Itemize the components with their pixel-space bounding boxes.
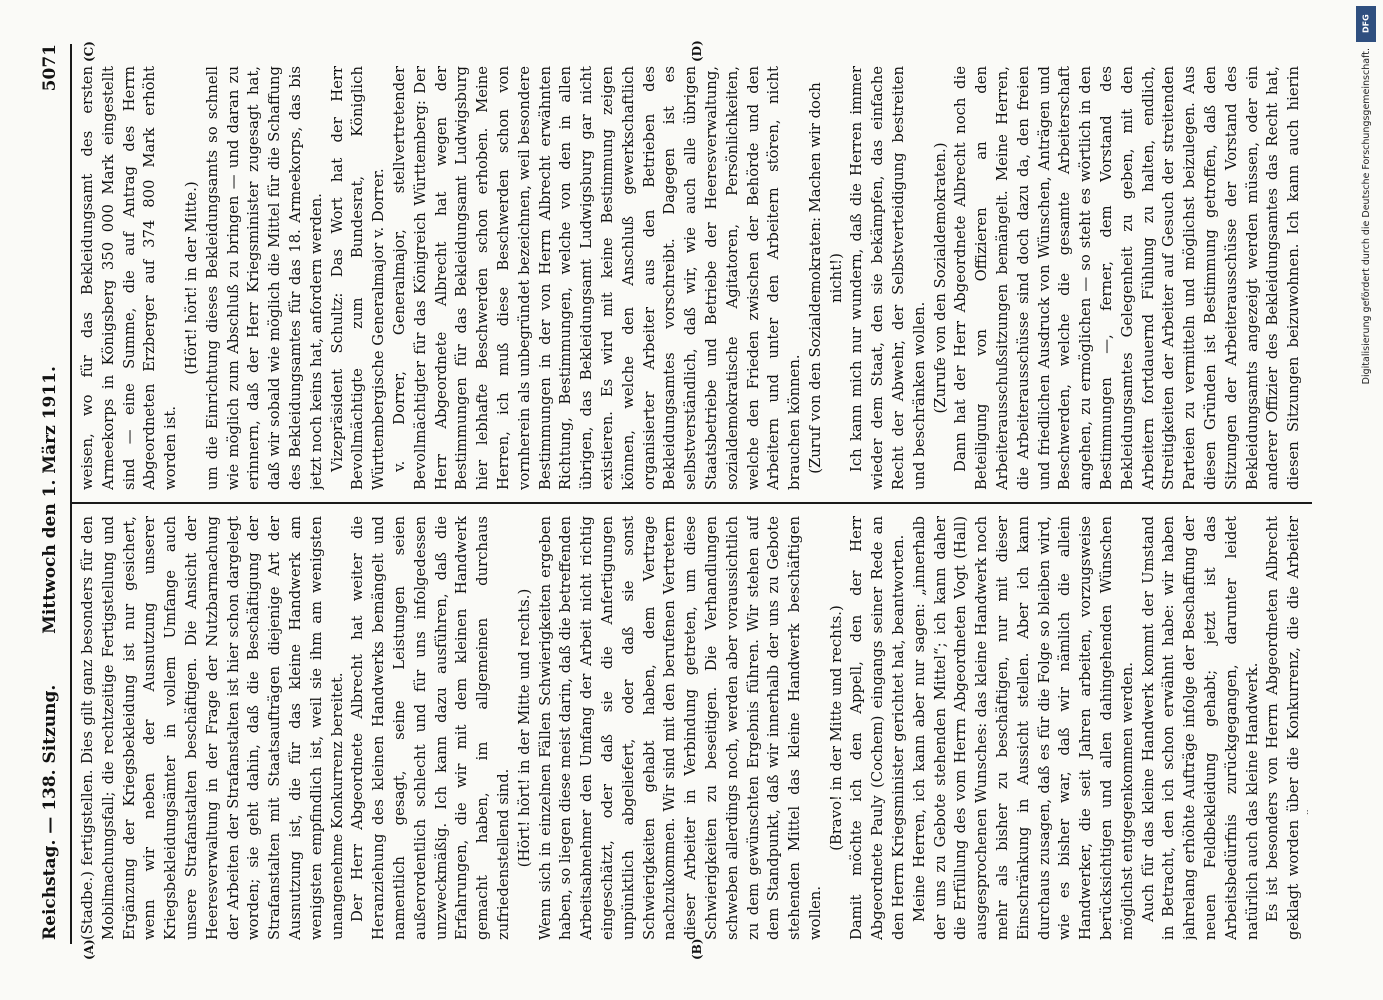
dfg-stamp-text: Digitalisierung gefördert durch die Deutsche Forschungsgemeinschaft.: [1360, 48, 1372, 385]
paragraph: Meine Herren, ich kann aber nur sagen: „innerhalb der uns zu Gebote stehenden Mittel“; ich kann daher die Erfüllung des vom Herrn Abgeordneten Vogt (Hall) ausgesprochenen Wunsches: das kleine Handwerk noch mehr als bisher zu beschäftigen, nur mit dieser Einschränkung in Aussicht stellen. Aber ich kann durchaus zusagen, daß es für die Folge so bleiben wird, wie es bisher war, daß wir nämlich die allein Handwerker, die seit Jahren arbeiten, vorzugsweise berücksichtigen und allen dahingehenden Wünschen möglichst entgegenkommen werden.: [910, 516, 1136, 940]
paragraph: Damit möchte ich den Appell, den der Herr Abgeordnete Pauly (Cochem) eingangs seiner Rede an den Herrn Kriegsminister gerichtet hat, beantworten.: [848, 516, 908, 940]
interjection: (Zuruf von den Sozialdemokraten: Machen wir doch nicht!): [806, 82, 845, 474]
right-column: [78, 66, 1308, 490]
margin-mark-d: (D): [690, 40, 704, 62]
paragraph: (Stadbe.) fertigstellen. Dies gilt ganz besonders für den Mobilmachungsfall; die rechtzeitige Fertigstellung und Ergänzung der Kriegsbekleidung ist nur gesichert, wenn wir neben der Ausnutzung unserer Kriegsbekleidungsämter in vollem Umfange auch unsere Strafanstalten beschäftigen. Die Ansicht der Heeresverwaltung in der Frage der Nutzbarmachung der Arbeiten der Strafanstalten ist hier schon dargelegt worden; sie geht dahin, daß die Beschäftigung der Strafanstalten mit Staatsaufträgen diejenige Art der Ausnutzung ist, die für das kleine Handwerk am wenigsten empfindlich ist, weil sie ihm am wenigsten unangenehme Konkurrenz bereitet.: [79, 516, 346, 940]
paragraph: Es ist besonders von Herrn Abgeordneten Albrecht geklagt worden über die Konkurrenz, die die Arbeiter: [1264, 516, 1303, 940]
interjection: (Bravo! in der Mitte und rechts.): [827, 605, 845, 851]
interjection: (Zurufe von den Sozialdemokraten.): [931, 142, 949, 414]
header-rule: [70, 44, 72, 944]
speaker-paragraph: v. Dorrer, Generalmajor, stellvertretender Bevollmächtigter für das Königreich Württemberg: Der Herr Abgeordnete Albrecht hat wegen der Bestimmungen für das Bekleidungsamt Ludwigsburg hier lebhafte Beschwerden schon erhoben. Meine Herren, ich muß diese Beschwerden schon von vornherein als unbegründet bezeichnen, weil besondere Bestimmungen in der von Herrn Albrecht erwähnten Richtung, Bestimmungen, welche von den in allen übrigen, das Bekleidungsamt Ludwigsburg gar nicht existieren. Es wird mit keine Bestimmung zeigen können, welche den Anschluß gewerkschaftlich organisierter Arbeiter aus den Betrieben des Bekleidungsamtes vorschreibt. Dagegen ist es selbstverständlich, daß wir, wie auch alle übrigen Staatsbetriebe und Betriebe der Heeresverwaltung, sozialdemokratische Agitatoren, Persönlichkeiten, welche den Frieden zwischen der Behörde und den Arbeitern und unter den Arbeitern stören, nicht brauchen können.: [390, 66, 804, 490]
margin-mark-b: (B): [690, 938, 704, 960]
paragraph: Auch für das kleine Handwerk kommt der Umstand in Betracht, den ich schon erwähnt habe: wir haben jahrelang erhöhte Aufträge infolge der Beschaffung der neuen Feldbekleidung gehabt; jetzt ist das Arbeitsbedürfnis zurückgegangen, darunter leidet natürlich auch das kleine Handwerk.: [1139, 516, 1261, 940]
column-divider: [72, 502, 1312, 504]
paragraph: Wenn sich in einzelnen Fällen Schwierigkeiten ergeben haben, so liegen diese meist darin, daß die betreffenden Arbeitsabnehmer den Umfang der Arbeit nicht richtig eingeschätzt, oder daß sie die Anfertigungen unpünktlich abgeliefert, oder daß sie sonst Schwierigkeiten gehabt haben, dem Vertrage nachzukommen. Wir sind mit den berufenen Vertretern dieser Arbeiter in Verbindung getreten, um diese Schwierigkeiten zu beseitigen. Die Verhandlungen schweben allerdings noch, werden aber voraussichtlich zu dem gewünschten Ergebnis führen. Wir stehen auf dem Standpunkt, daß wir innerhalb der uns zu Gebote stehenden Mittel das kleine Handwerk beschäftigen wollen.: [536, 516, 824, 940]
left-column: [78, 516, 1308, 940]
running-head-left: Reichstag. — 138. Sitzung.: [40, 684, 60, 940]
margin-mark-c: (C): [82, 41, 96, 62]
paragraph: Dann hat der Herr Abgeordnete Albrecht noch die Beteiligung von Offizieren an den Arbeiterausschußsitzungen bemängelt. Meine Herren, die Arbeiterausschüsse sind doch dazu da, den freien und friedlichen Ausdruck von Wünschen, Anträgen und Beschwerden, welche die gesamte Arbeiterschaft angehen, zu ermöglichen — so steht es wörtlich in den Bestimmungen —, ferner, dem Vorstand des Bekleidungsamtes Gelegenheit zu geben, mit den Arbeitern fortdauernd Fühlung zu halten, endlich, Streitigkeiten der Arbeiter auf Gesuch der streitenden Parteien zu vermitteln und möglichst beizulegen. Aus diesen Gründen ist Bestimmung getroffen, daß den Sitzungen der Arbeiterausschüsse der Vorstand des Bekleidungsamts angezeigt werden müssen, oder ein anderer Offizier des Bekleidungsamtes das Recht hat, diesen Sitzungen beizuwohnen. Ich kann auch hierin: [952, 66, 1303, 490]
margin-mark-a: (A): [82, 939, 96, 960]
running-head-date: Mittwoch den 1. März 1911.: [40, 366, 60, 634]
page-number: 5071: [40, 44, 60, 92]
interjection: (Hört! hört! in der Mitte und rechts.): [515, 588, 533, 868]
paragraph: um die Einrichtung dieses Bekleidungsamts so schnell wie möglich zum Abschluß zu bringen — und daran zu erinnern, daß der Herr Kriegsminister zugesagt hat, daß wir sobald wie möglich die Mittel für die Schaffung des Bekleidungsamtes für das 18. Armeekorps, das bis jetzt noch keins hat, anfordern werden.: [203, 66, 325, 490]
paragraph: weisen, wo für das Bekleidungsamt des ersten Armeekorps in Königsberg 350 000 Mark eingestellt sind — eine Summe, die auf Antrag des Herrn Abgeordneten Erzberger auf 374 800 Mark erhöht worden ist.: [79, 66, 180, 490]
paragraph: Der Herr Abgeordnete Albrecht hat weiter die Heranziehung des kleinen Handwerks bemängelt und namentlich gesagt, seine Leistungen seien außerordentlich schlecht und für uns infolgedessen unzweckmäßig. Ich kann dazu ausführen, daß die Erfahrungen, die wir mit dem kleinen Handwerk gemacht haben, im allgemeinen durchaus zufriedenstellend sind.: [349, 516, 512, 940]
dfg-logo-icon: DFG: [1356, 6, 1376, 42]
speaker-paragraph: Vizepräsident Schultz: Das Wort hat der Herr Bevollmächtigte zum Bundesrat, Königlich Württembergische Generalmajor v. Dorrer.: [328, 66, 388, 490]
paragraph: Ich kann mich nur wundern, daß die Herren immer wieder dem Staat, den sie bekämpfen, das einfache Recht der Abwehr, der Selbstverteidigung bestreiten und beschränken wollen.: [848, 66, 928, 490]
interjection: (Hört! hört! in der Mitte.): [182, 181, 200, 375]
dfg-stamp: [1353, 6, 1379, 990]
